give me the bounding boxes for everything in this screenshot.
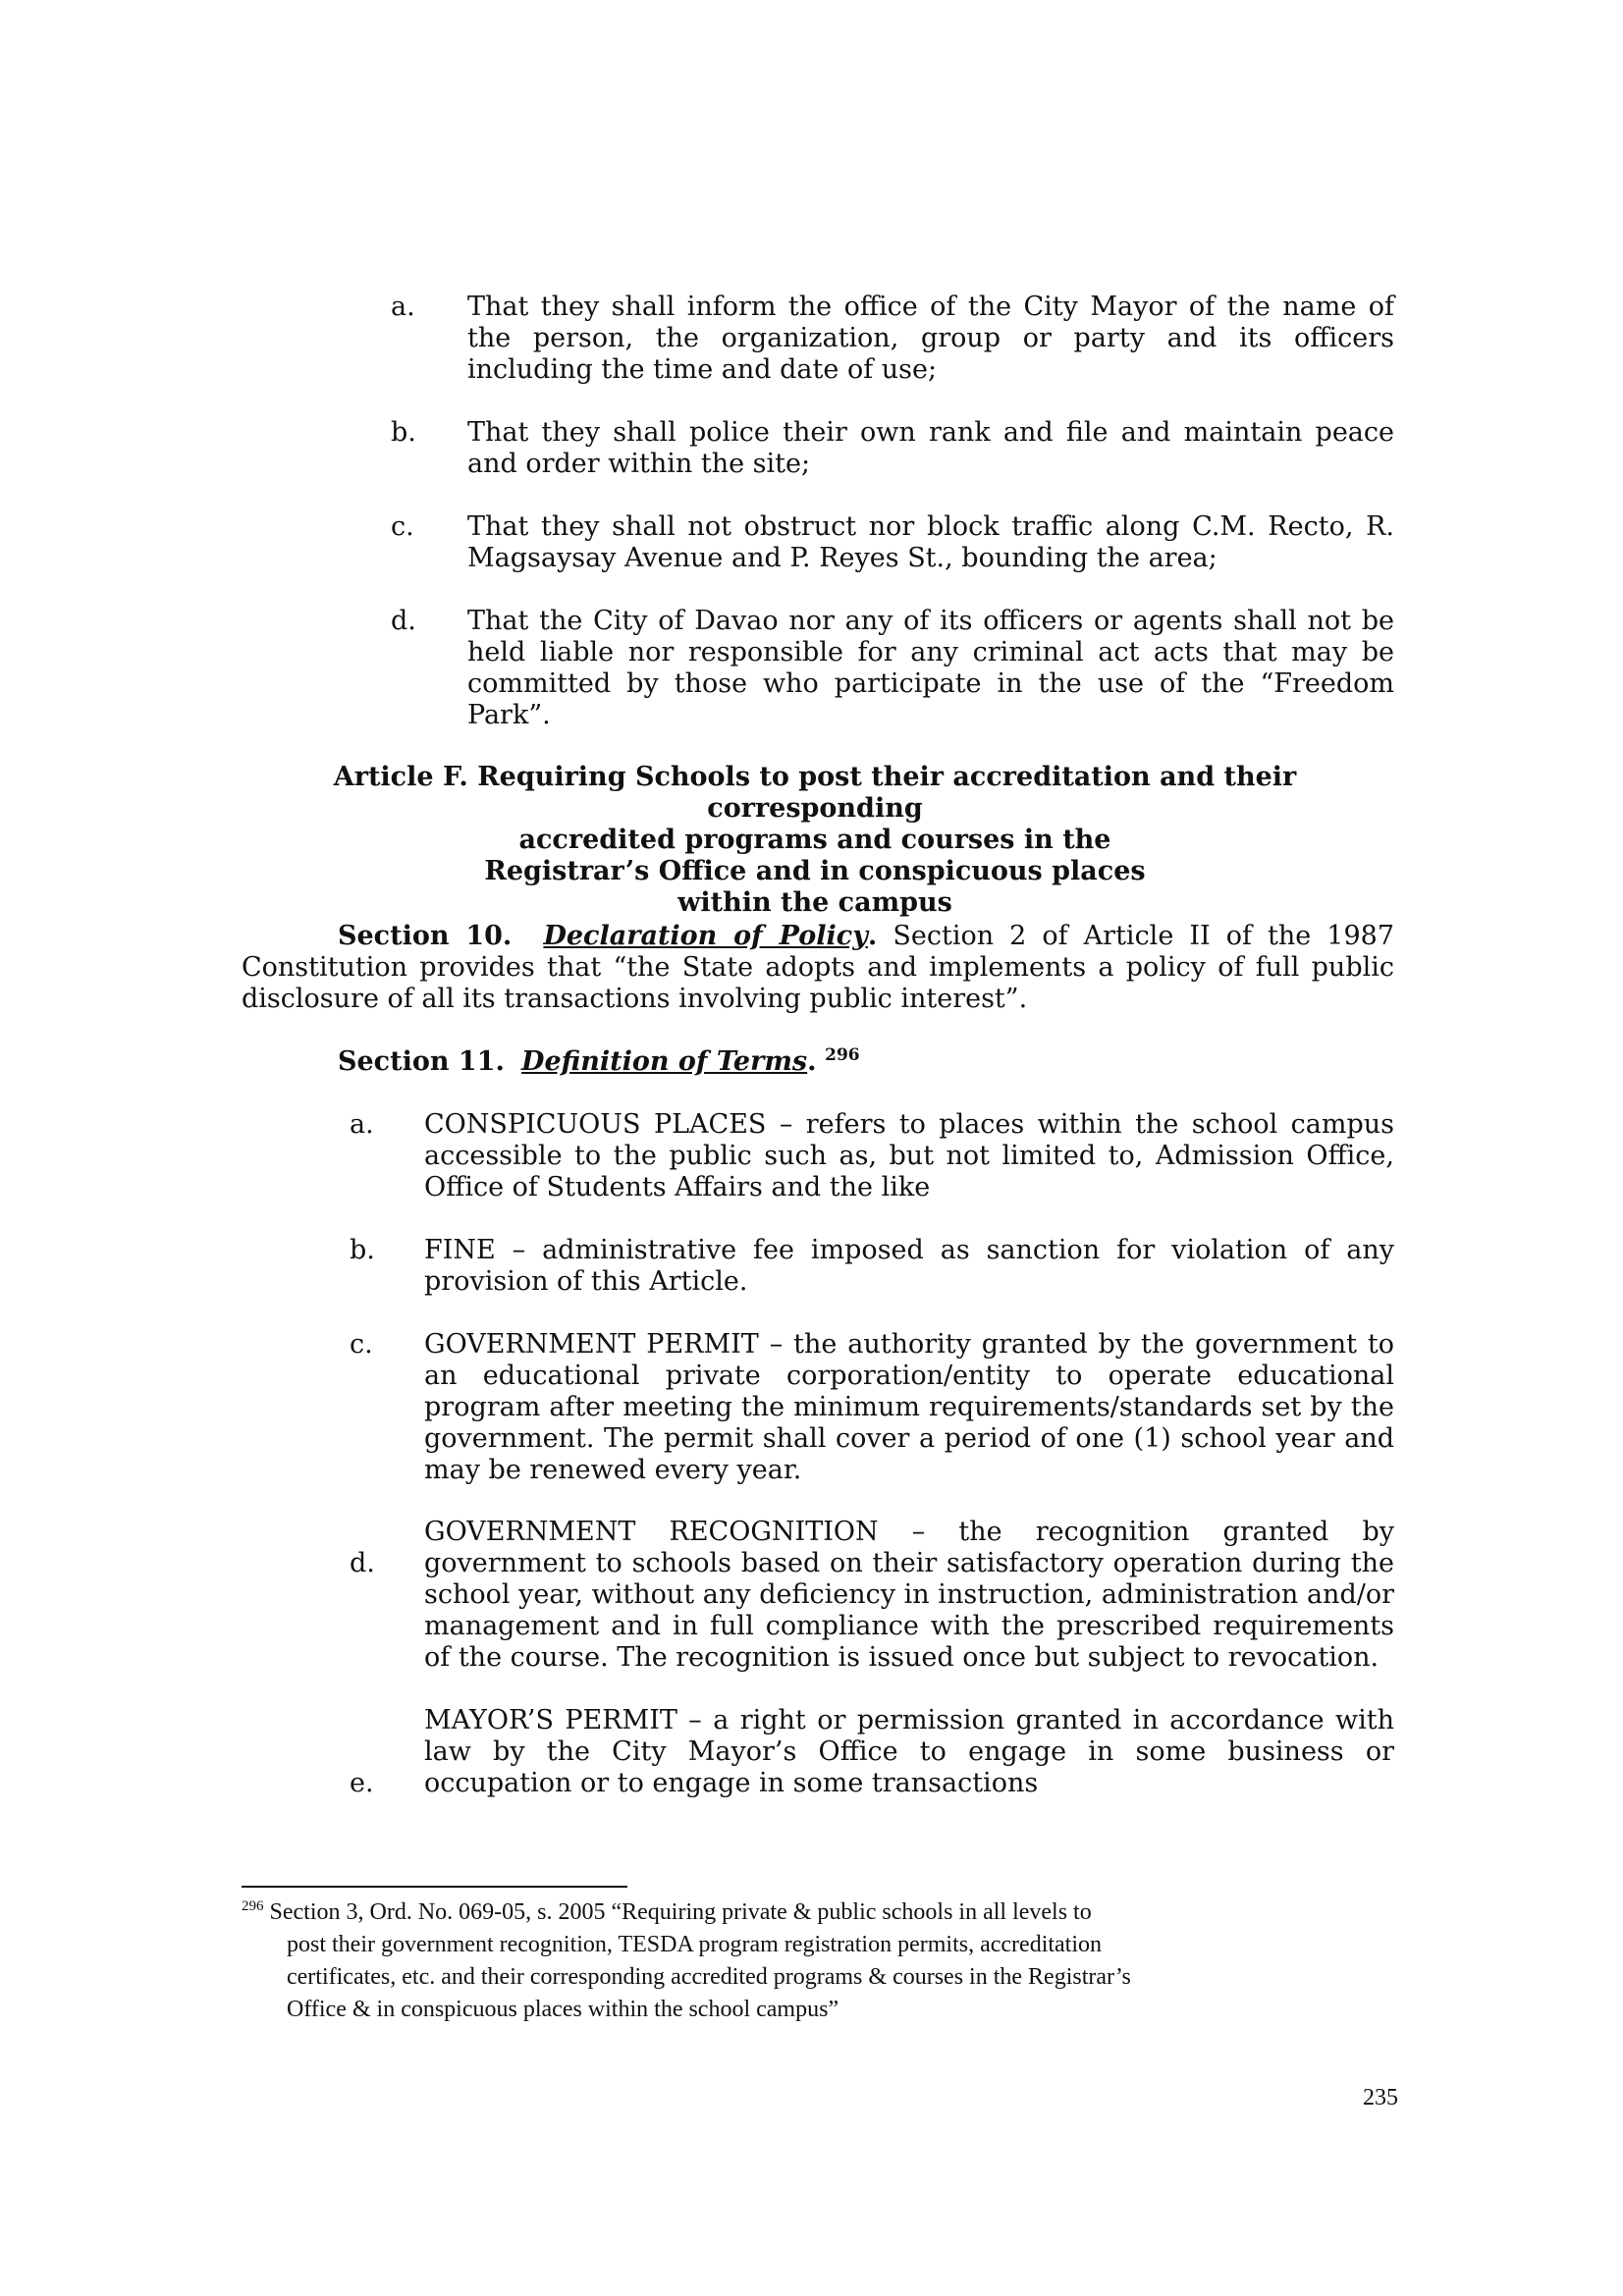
list-marker: b. [391,417,416,448]
page-number: 235 [1363,2085,1398,2110]
section-title: Definition of Terms [521,1046,808,1077]
list-marker: a. [350,1109,374,1140]
definition-item [350,1705,1394,1799]
list-item [391,417,1394,480]
list-marker: b. [350,1235,375,1265]
footnote-number: 296 [242,1898,264,1914]
definition-text: MAYOR’S PERMIT – a right or permission granted in accordance with law by the City Mayor’s Office to engage in some business or occupation or to engage in some transactions [424,1705,1394,1798]
footnote-separator [242,1886,627,1888]
list-marker: c. [350,1329,373,1360]
list-item [391,511,1394,574]
footnote-line: certificates, etc. and their corresponding accredited programs & courses in the Registrar’s [287,1964,1131,1990]
definition-item [350,1517,1394,1674]
definition-text: GOVERNMENT RECOGNITION – the recognition granted by government to schools based on their satisfactory operation during the school year, without any deficiency in instruction, administration and/or management and in full compliance with the prescribed requirements of the course. The recognition is issued once but subject to revocation. [424,1517,1394,1673]
list-item [391,292,1394,386]
footnote-line: post their government recognition, TESDA program registration permits, accreditation [287,1932,1103,1957]
list-marker: d. [391,606,416,636]
section-11-heading: Section 11. Definition of Terms. $^{296}$ [338,1045,860,1077]
footnote-line: Office & in conspicuous places within the school campus” [287,1997,839,2022]
article-heading-line: accredited programs and courses in the [518,825,1111,855]
definition-text: FINE – administrative fee imposed as sanction for violation of any provision of this Article. [424,1235,1394,1297]
list-item [391,606,1394,731]
definition-text: CONSPICUOUS PLACES – refers to places within the school campus accessible to the public such as, but not limited to, Admission Office, Office of Students Affairs and the like [424,1109,1394,1202]
definition-item [350,1235,1394,1298]
article-heading-line: Registrar’s Office and in conspicuous places [484,856,1146,886]
section-label: Section 10. [338,921,513,951]
footnote-line: $^{296}$ Section 3, Ord. No. 069-05, s. 2005 “Requiring private & public schools in all levels to [242,1898,1092,1925]
section-title: Declaration of Policy [543,921,868,951]
section-10-paragraph: Section 10. Declaration of Policy. Section 2 of Article II of the 1987 Constitution provides that “the State adopts and implements a policy of full public disclosure of all its transactions involving public interest”. [242,921,1395,1014]
list-text: That they shall not obstruct nor block traffic along C.M. Recto, R. Magsaysay Avenue and P. Reyes St., bounding the area; [467,511,1394,573]
article-heading-line: within the campus [677,887,952,918]
footnote-reference[interactable]: 296 [825,1045,860,1065]
definition-item [350,1109,1394,1203]
section-text: Section 2 of Article II of the 1987 Constitution provides that “the State adopts and implements a policy of full public disclosure of all its transactions involving public interest”. [242,921,1395,1014]
section-label: Section 11. [338,1046,505,1077]
article-heading-line: Article F. Requiring Schools to post their accreditation and their corresponding [333,762,1297,824]
list-text: That they shall police their own rank and file and maintain peace and order within the site; [467,417,1394,479]
list-marker: a. [391,292,415,322]
list-marker: c. [391,511,414,542]
list-text: That they shall inform the office of the City Mayor of the name of the person, the organization, group or party and its officers including the time and date of use; [467,292,1394,385]
definition-text: GOVERNMENT PERMIT – the authority granted by the government to an educational private corporation/entity to operate educational program after meeting the minimum requirements/standards set by the government. The permit shall cover a period of one (1) school year and may be renewed every year. [424,1329,1394,1485]
footnote [242,1896,1282,2026]
list-marker: d. [350,1548,375,1578]
definition-item [350,1329,1394,1486]
article-heading [236,762,1394,919]
list-text: That the City of Davao nor any of its officers or agents shall not be held liable nor responsible for any criminal act acts that may be committed by those who participate in the use of the “Freedom Park”. [467,606,1394,730]
list-marker: e. [350,1768,374,1798]
